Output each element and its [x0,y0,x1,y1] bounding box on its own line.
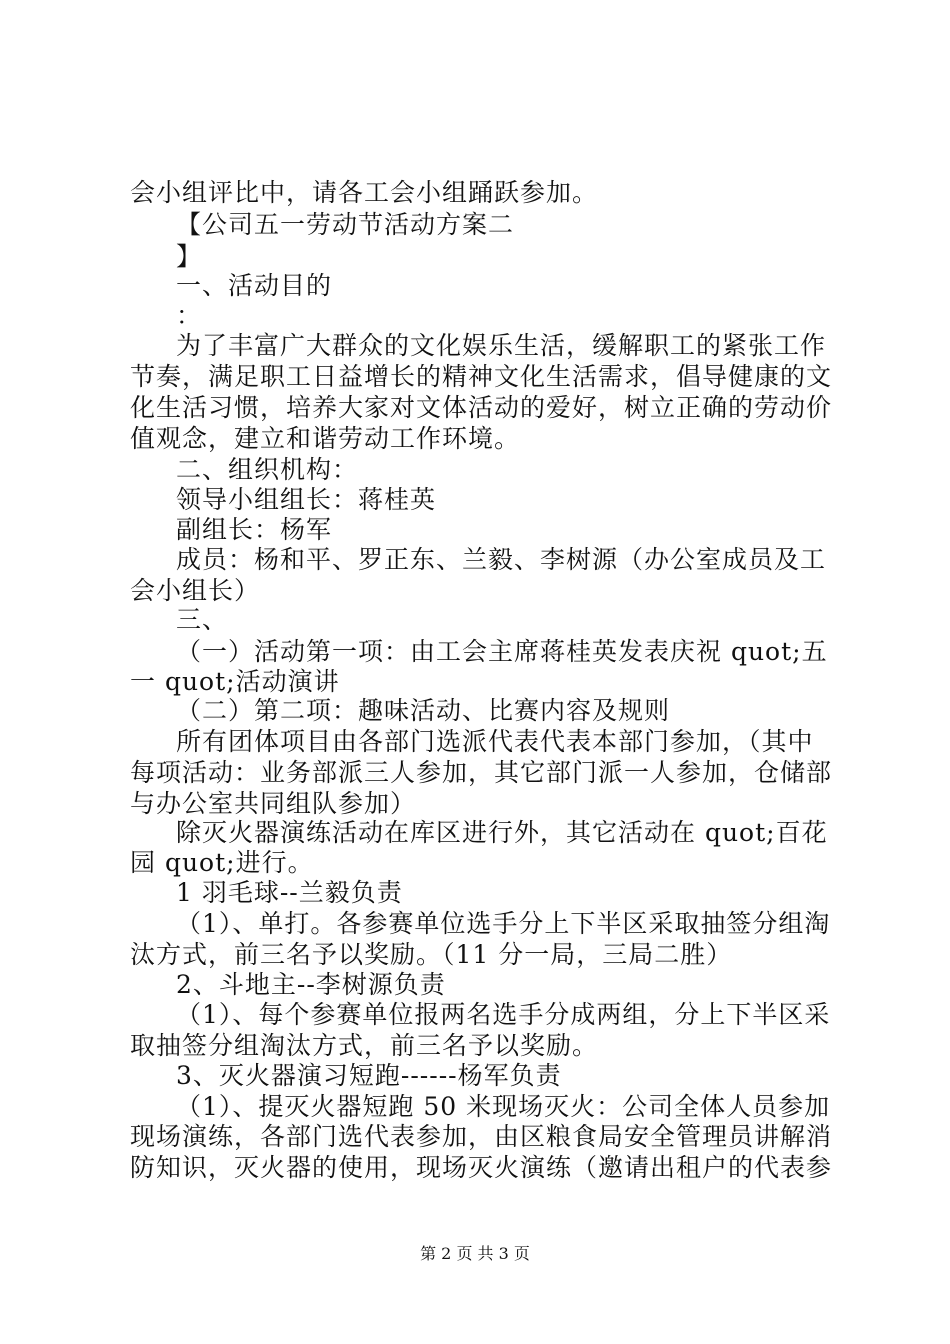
text-line: 一 quot;活动演讲 [130,667,340,696]
text-line: （1）、单打。各参赛单位选手分上下半区采取抽签分组淘 [176,909,831,938]
text-line: 现场演练，各部门选代表参加，由区粮食局安全管理员讲解消 [130,1122,833,1151]
text-line: （一）活动第一项：由工会主席蒋桂英发表庆祝 quot;五 [176,637,828,666]
section-heading: 【公司五一劳动节活动方案二 [176,210,515,239]
text-line: （1）、提灭火器短跑 50 米现场灭火：公司全体人员参加 [176,1092,831,1121]
text-line: 汰方式，前三名予以奖励。（11 分一局，三局二胜） [130,940,733,969]
text-line: 会小组长） [130,576,261,605]
text-line: 三、 [176,605,229,634]
text-line: 二、组织机构： [176,455,359,484]
text-line: 防知识，灭火器的使用，现场灭火演练（邀请出租户的代表参 [130,1153,833,1182]
text-line: 化生活习惯，培养大家对文体活动的爱好，树立正确的劳动价 [130,393,833,422]
text-line: 值观念，建立和谐劳动工作环境。 [130,424,521,453]
text-line: 节奏，满足职工日益增长的精神文化生活需求，倡导健康的文 [130,362,833,391]
text-line: 副组长：杨军 [176,515,333,544]
text-line: 3、灭火器演习短跑------杨军负责 [176,1061,562,1090]
text-line: （1）、每个参赛单位报两名选手分成两组，分上下半区采 [176,1000,831,1029]
text-line: （二）第二项：趣味活动、比赛内容及规则 [176,696,671,725]
text-line: 取抽签分组淘汰方式，前三名予以奖励。 [130,1031,599,1060]
text-line: ： [176,301,203,330]
section-heading: 】 [176,242,203,271]
text-line: 一、活动目的 [176,271,333,300]
text-line: 会小组评比中，请各工会小组踊跃参加。 [130,178,599,207]
text-line: 除灭火器演练活动在库区进行外，其它活动在 quot;百花 [176,818,828,847]
page-footer: 第 2 页 共 3 页 [420,1244,530,1263]
text-line: 与办公室共同组队参加） [130,789,417,818]
text-line: 成员：杨和平、罗正东、兰毅、李树源（办公室成员及工 [176,545,827,574]
text-line: 每项活动：业务部派三人参加，其它部门派一人参加，仓储部 [130,758,833,787]
text-line: 2、斗地主--李树源负责 [176,970,446,999]
text-line: 为了丰富广大群众的文化娱乐生活，缓解职工的紧张工作 [176,331,827,360]
text-line: 园 quot;进行。 [130,848,314,877]
text-line: 领导小组组长：蒋桂英 [176,485,437,514]
text-line: 1 羽毛球--兰毅负责 [176,878,403,907]
text-line: 所有团体项目由各部门选派代表代表本部门参加，（其中 [176,727,814,756]
